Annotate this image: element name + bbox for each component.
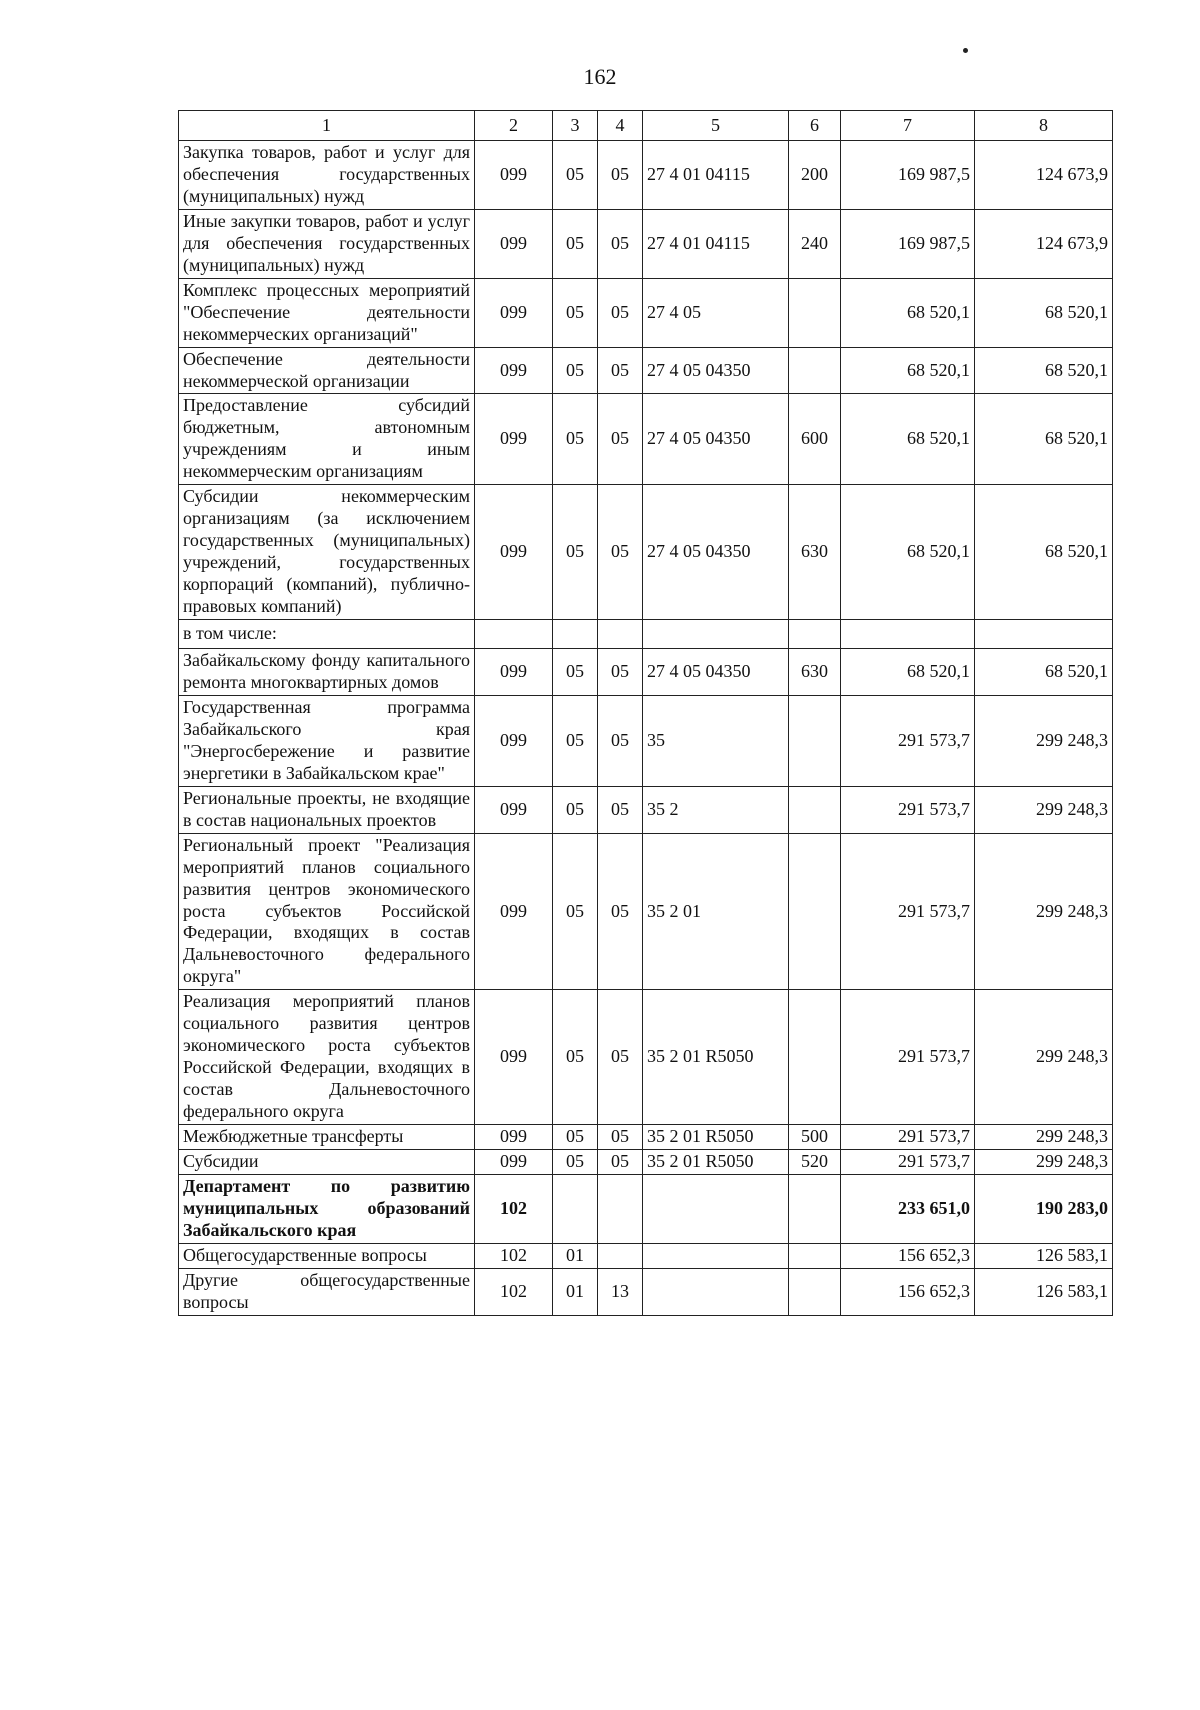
page-number: 162 <box>583 64 617 89</box>
expense-type-cell: 200 <box>789 141 841 210</box>
amount-year1-cell: 68 520,1 <box>841 649 975 696</box>
subsection-cell <box>598 620 643 649</box>
subsection-cell <box>598 1243 643 1268</box>
amount-year2-cell: 126 583,1 <box>975 1268 1113 1315</box>
expense-type-cell <box>789 620 841 649</box>
target-article-cell: 35 2 <box>643 786 789 833</box>
ministry-code-cell: 099 <box>475 394 553 485</box>
header-cell-5: 5 <box>643 111 789 141</box>
amount-year1-cell: 291 573,7 <box>841 990 975 1125</box>
ministry-code-cell: 099 <box>475 347 553 394</box>
ministry-code-cell: 099 <box>475 695 553 786</box>
amount-year1-cell: 291 573,7 <box>841 786 975 833</box>
header-cell-2: 2 <box>475 111 553 141</box>
header-cell-1: 1 <box>179 111 475 141</box>
section-cell: 05 <box>553 833 598 990</box>
ministry-code-cell: 099 <box>475 278 553 347</box>
amount-year2-cell <box>975 620 1113 649</box>
expense-type-cell <box>789 347 841 394</box>
target-article-cell: 27 4 05 04350 <box>643 485 789 620</box>
expense-type-cell: 630 <box>789 485 841 620</box>
amount-year2-cell: 68 520,1 <box>975 278 1113 347</box>
ministry-code-cell: 102 <box>475 1174 553 1243</box>
table-body <box>179 141 1113 1316</box>
amount-year2-cell: 126 583,1 <box>975 1243 1113 1268</box>
section-cell: 05 <box>553 278 598 347</box>
table-row <box>179 1268 1113 1315</box>
section-cell: 05 <box>553 394 598 485</box>
subsection-cell: 05 <box>598 695 643 786</box>
amount-year1-cell: 68 520,1 <box>841 485 975 620</box>
ministry-code-cell: 099 <box>475 786 553 833</box>
ministry-code-cell: 099 <box>475 1125 553 1150</box>
amount-year2-cell: 124 673,9 <box>975 141 1113 210</box>
ministry-code-cell: 099 <box>475 141 553 210</box>
target-article-cell: 35 2 01 <box>643 833 789 990</box>
amount-year1-cell: 156 652,3 <box>841 1243 975 1268</box>
target-article-cell: 35 2 01 R5050 <box>643 1125 789 1150</box>
description-cell: в том числе: <box>179 620 475 649</box>
table-row <box>179 833 1113 990</box>
amount-year2-cell: 68 520,1 <box>975 485 1113 620</box>
section-cell: 05 <box>553 485 598 620</box>
section-cell: 05 <box>553 347 598 394</box>
amount-year1-cell: 233 651,0 <box>841 1174 975 1243</box>
header-cell-6: 6 <box>789 111 841 141</box>
table-row <box>179 209 1113 278</box>
amount-year2-cell: 299 248,3 <box>975 990 1113 1125</box>
subsection-cell: 05 <box>598 394 643 485</box>
table-row <box>179 485 1113 620</box>
expense-type-cell <box>789 786 841 833</box>
subsection-cell <box>598 1174 643 1243</box>
subsection-cell: 05 <box>598 141 643 210</box>
ministry-code-cell: 099 <box>475 1149 553 1174</box>
description-cell: Обеспечение деятельности некоммерческой организации <box>179 347 475 394</box>
ministry-code-cell: 099 <box>475 209 553 278</box>
ministry-code-cell <box>475 620 553 649</box>
expense-type-cell <box>789 1174 841 1243</box>
amount-year2-cell: 68 520,1 <box>975 394 1113 485</box>
section-cell <box>553 1174 598 1243</box>
scan-speck <box>963 48 968 53</box>
subsection-cell: 05 <box>598 278 643 347</box>
subsection-cell: 05 <box>598 833 643 990</box>
section-cell: 05 <box>553 695 598 786</box>
amount-year1-cell: 291 573,7 <box>841 695 975 786</box>
table-row <box>179 141 1113 210</box>
subsection-cell: 05 <box>598 990 643 1125</box>
amount-year2-cell: 299 248,3 <box>975 1125 1113 1150</box>
table-row <box>179 1243 1113 1268</box>
amount-year2-cell: 68 520,1 <box>975 649 1113 696</box>
ministry-code-cell: 102 <box>475 1268 553 1315</box>
target-article-cell <box>643 1243 789 1268</box>
expense-type-cell: 630 <box>789 649 841 696</box>
description-cell: Субсидии некоммерческим организациям (за исключением государственных (муниципальных) учреждений, государственных корпораций (компаний), публично-правовых компаний) <box>179 485 475 620</box>
ministry-code-cell: 099 <box>475 990 553 1125</box>
section-cell: 01 <box>553 1243 598 1268</box>
target-article-cell: 27 4 05 04350 <box>643 347 789 394</box>
description-cell: Региональный проект "Реализация мероприятий планов социального развития центров экономического роста субъектов Российской Федерации, входящих в состав Дальневосточного федерального округа" <box>179 833 475 990</box>
amount-year2-cell: 124 673,9 <box>975 209 1113 278</box>
section-cell: 05 <box>553 1125 598 1150</box>
subsection-cell: 05 <box>598 485 643 620</box>
description-cell: Межбюджетные трансферты <box>179 1125 475 1150</box>
description-cell: Комплекс процессных мероприятий "Обеспечение деятельности некоммерческих организаций" <box>179 278 475 347</box>
header-row <box>179 111 1113 141</box>
table-row <box>179 620 1113 649</box>
header-cell-8: 8 <box>975 111 1113 141</box>
table-row <box>179 278 1113 347</box>
description-cell: Региональные проекты, не входящие в состав национальных проектов <box>179 786 475 833</box>
section-cell: 05 <box>553 141 598 210</box>
table-row <box>179 649 1113 696</box>
budget-table <box>178 110 1113 1316</box>
amount-year1-cell: 291 573,7 <box>841 1149 975 1174</box>
description-cell: Предоставление субсидий бюджетным, автономным учреждениям и иным некоммерческим организациям <box>179 394 475 485</box>
table-row <box>179 1125 1113 1150</box>
description-cell: Общегосударственные вопросы <box>179 1243 475 1268</box>
amount-year2-cell: 68 520,1 <box>975 347 1113 394</box>
description-cell: Государственная программа Забайкальского края "Энергосбережение и развитие энергетики в Забайкальском крае" <box>179 695 475 786</box>
amount-year2-cell: 299 248,3 <box>975 695 1113 786</box>
table-row <box>179 695 1113 786</box>
section-cell: 05 <box>553 1149 598 1174</box>
amount-year1-cell: 169 987,5 <box>841 209 975 278</box>
section-cell: 05 <box>553 786 598 833</box>
section-cell: 05 <box>553 209 598 278</box>
subsection-cell: 05 <box>598 1125 643 1150</box>
table-row <box>179 347 1113 394</box>
target-article-cell <box>643 620 789 649</box>
amount-year2-cell: 299 248,3 <box>975 786 1113 833</box>
target-article-cell: 35 2 01 R5050 <box>643 990 789 1125</box>
expense-type-cell: 240 <box>789 209 841 278</box>
table-row <box>179 1174 1113 1243</box>
description-cell: Закупка товаров, работ и услуг для обеспечения государственных (муниципальных) нужд <box>179 141 475 210</box>
ministry-code-cell: 099 <box>475 833 553 990</box>
target-article-cell: 27 4 05 04350 <box>643 394 789 485</box>
description-cell: Другие общегосударственные вопросы <box>179 1268 475 1315</box>
amount-year1-cell: 68 520,1 <box>841 278 975 347</box>
amount-year1-cell: 291 573,7 <box>841 1125 975 1150</box>
description-cell: Реализация мероприятий планов социального развития центров экономического роста субъектов Российской Федерации, входящих в состав Дальневосточного федерального округа <box>179 990 475 1125</box>
target-article-cell: 35 2 01 R5050 <box>643 1149 789 1174</box>
target-article-cell: 27 4 01 04115 <box>643 141 789 210</box>
expense-type-cell <box>789 1268 841 1315</box>
section-cell: 01 <box>553 1268 598 1315</box>
amount-year1-cell <box>841 620 975 649</box>
amount-year2-cell: 190 283,0 <box>975 1174 1113 1243</box>
section-cell: 05 <box>553 990 598 1125</box>
table-row <box>179 990 1113 1125</box>
amount-year2-cell: 299 248,3 <box>975 833 1113 990</box>
section-cell: 05 <box>553 649 598 696</box>
subsection-cell: 05 <box>598 1149 643 1174</box>
target-article-cell <box>643 1268 789 1315</box>
table-row <box>179 786 1113 833</box>
target-article-cell <box>643 1174 789 1243</box>
ministry-code-cell: 099 <box>475 649 553 696</box>
description-cell: Забайкальскому фонду капитального ремонта многоквартирных домов <box>179 649 475 696</box>
description-cell: Департамент по развитию муниципальных образований Забайкальского края <box>179 1174 475 1243</box>
expense-type-cell <box>789 695 841 786</box>
description-cell: Субсидии <box>179 1149 475 1174</box>
subsection-cell: 13 <box>598 1268 643 1315</box>
expense-type-cell: 500 <box>789 1125 841 1150</box>
description-cell: Иные закупки товаров, работ и услуг для обеспечения государственных (муниципальных) нужд <box>179 209 475 278</box>
header-cell-3: 3 <box>553 111 598 141</box>
subsection-cell: 05 <box>598 786 643 833</box>
section-cell <box>553 620 598 649</box>
expense-type-cell <box>789 1243 841 1268</box>
target-article-cell: 27 4 01 04115 <box>643 209 789 278</box>
expense-type-cell <box>789 833 841 990</box>
table-row <box>179 394 1113 485</box>
amount-year1-cell: 291 573,7 <box>841 833 975 990</box>
expense-type-cell: 520 <box>789 1149 841 1174</box>
ministry-code-cell: 099 <box>475 485 553 620</box>
amount-year1-cell: 68 520,1 <box>841 394 975 485</box>
expense-type-cell <box>789 278 841 347</box>
header-cell-4: 4 <box>598 111 643 141</box>
target-article-cell: 27 4 05 04350 <box>643 649 789 696</box>
amount-year2-cell: 299 248,3 <box>975 1149 1113 1174</box>
ministry-code-cell: 102 <box>475 1243 553 1268</box>
subsection-cell: 05 <box>598 347 643 394</box>
header-cell-7: 7 <box>841 111 975 141</box>
target-article-cell: 27 4 05 <box>643 278 789 347</box>
amount-year1-cell: 68 520,1 <box>841 347 975 394</box>
subsection-cell: 05 <box>598 649 643 696</box>
table-row <box>179 1149 1113 1174</box>
target-article-cell: 35 <box>643 695 789 786</box>
amount-year1-cell: 169 987,5 <box>841 141 975 210</box>
expense-type-cell <box>789 990 841 1125</box>
subsection-cell: 05 <box>598 209 643 278</box>
amount-year1-cell: 156 652,3 <box>841 1268 975 1315</box>
expense-type-cell: 600 <box>789 394 841 485</box>
